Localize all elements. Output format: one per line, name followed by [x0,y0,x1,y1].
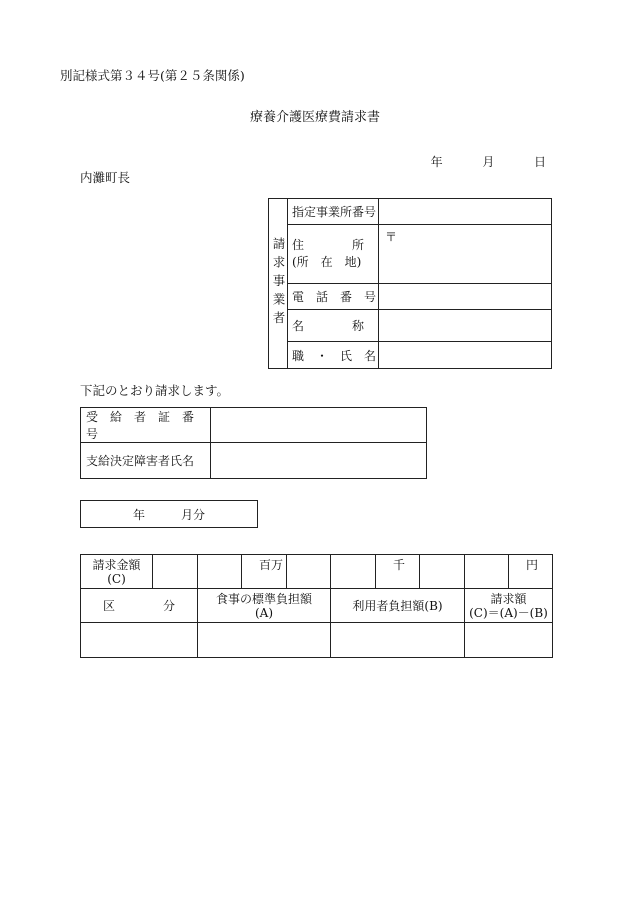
unit-yen: 円 [525,558,538,572]
address-label-line1: 住 所 [292,238,365,252]
phone-label: 電 話 番 号 [288,284,379,310]
office-number-label: 指定事業所番号 [288,199,379,225]
claim-table [80,554,553,658]
postal-mark: 〒 [385,230,398,244]
meal-burden-header-line2: (A) [254,605,274,620]
amount-digit-cell[interactable] [331,555,376,589]
meal-burden-header-line1: 食事の標準負担額 [215,591,312,606]
period-month: 月分 [181,507,206,522]
unit-thousand: 千 [392,558,405,572]
claim-header-line2: (C)＝(A)－(B) [469,605,548,620]
meal-burden-header [198,589,331,623]
date-day: 日 [533,155,546,169]
title-name-field[interactable] [379,342,552,369]
amount-digit-cell[interactable] [198,555,242,589]
period-box[interactable] [80,500,258,528]
user-burden-field[interactable] [331,623,465,658]
title-name-label: 職 ・ 氏 名 [288,342,379,369]
office-number-field[interactable] [379,199,552,225]
claimant-group-label: 請求事業者 [269,199,288,369]
claim-amount-label [81,555,153,589]
document-title: 療養介護医療費請求書 [249,110,380,125]
claim-amount-label-line1: 請求金額 [92,557,141,572]
addressee: 内灘町長 [80,170,131,185]
claim-header [465,589,553,623]
recipient-cert-label: 受 給 者 証 番 号 [81,408,211,443]
amount-digit-cell[interactable] [420,555,465,589]
address-field[interactable] [379,225,552,284]
recipient-table [80,407,427,479]
claim-field[interactable] [465,623,553,658]
amount-digit-cell-yen[interactable] [509,555,553,589]
user-burden-header: 利用者負担額(B) [331,589,465,623]
amount-digit-cell[interactable] [465,555,509,589]
recipient-cert-field[interactable] [211,408,427,443]
amount-digit-cell[interactable] [153,555,198,589]
claimant-table [268,198,552,369]
phone-field[interactable] [379,284,552,310]
intro-text: 下記のとおり請求します。 [80,383,230,398]
address-label-line2: (所 在 地) [292,255,362,269]
address-label [288,225,379,284]
period-year: 年 [132,507,145,522]
form-number: 別記様式第３４号(第２５条関係) [60,68,245,83]
unit-million: 百万 [258,558,283,572]
meal-burden-field[interactable] [198,623,331,658]
name-label: 名 称 [288,310,379,342]
category-field[interactable] [81,623,198,658]
category-header: 区 分 [81,589,198,623]
recipient-name-field[interactable] [211,443,427,479]
amount-digit-cell[interactable] [287,555,331,589]
date-year: 年 [430,155,443,169]
date-line [431,153,546,170]
date-month: 月 [482,155,495,169]
recipient-name-label: 支給決定障害者氏名 [81,443,211,479]
claim-header-line1: 請求額 [490,591,527,606]
claim-amount-label-line2: (C) [107,571,126,586]
amount-digit-cell-thousand[interactable] [376,555,420,589]
amount-digit-cell-million[interactable] [242,555,287,589]
name-field[interactable] [379,310,552,342]
